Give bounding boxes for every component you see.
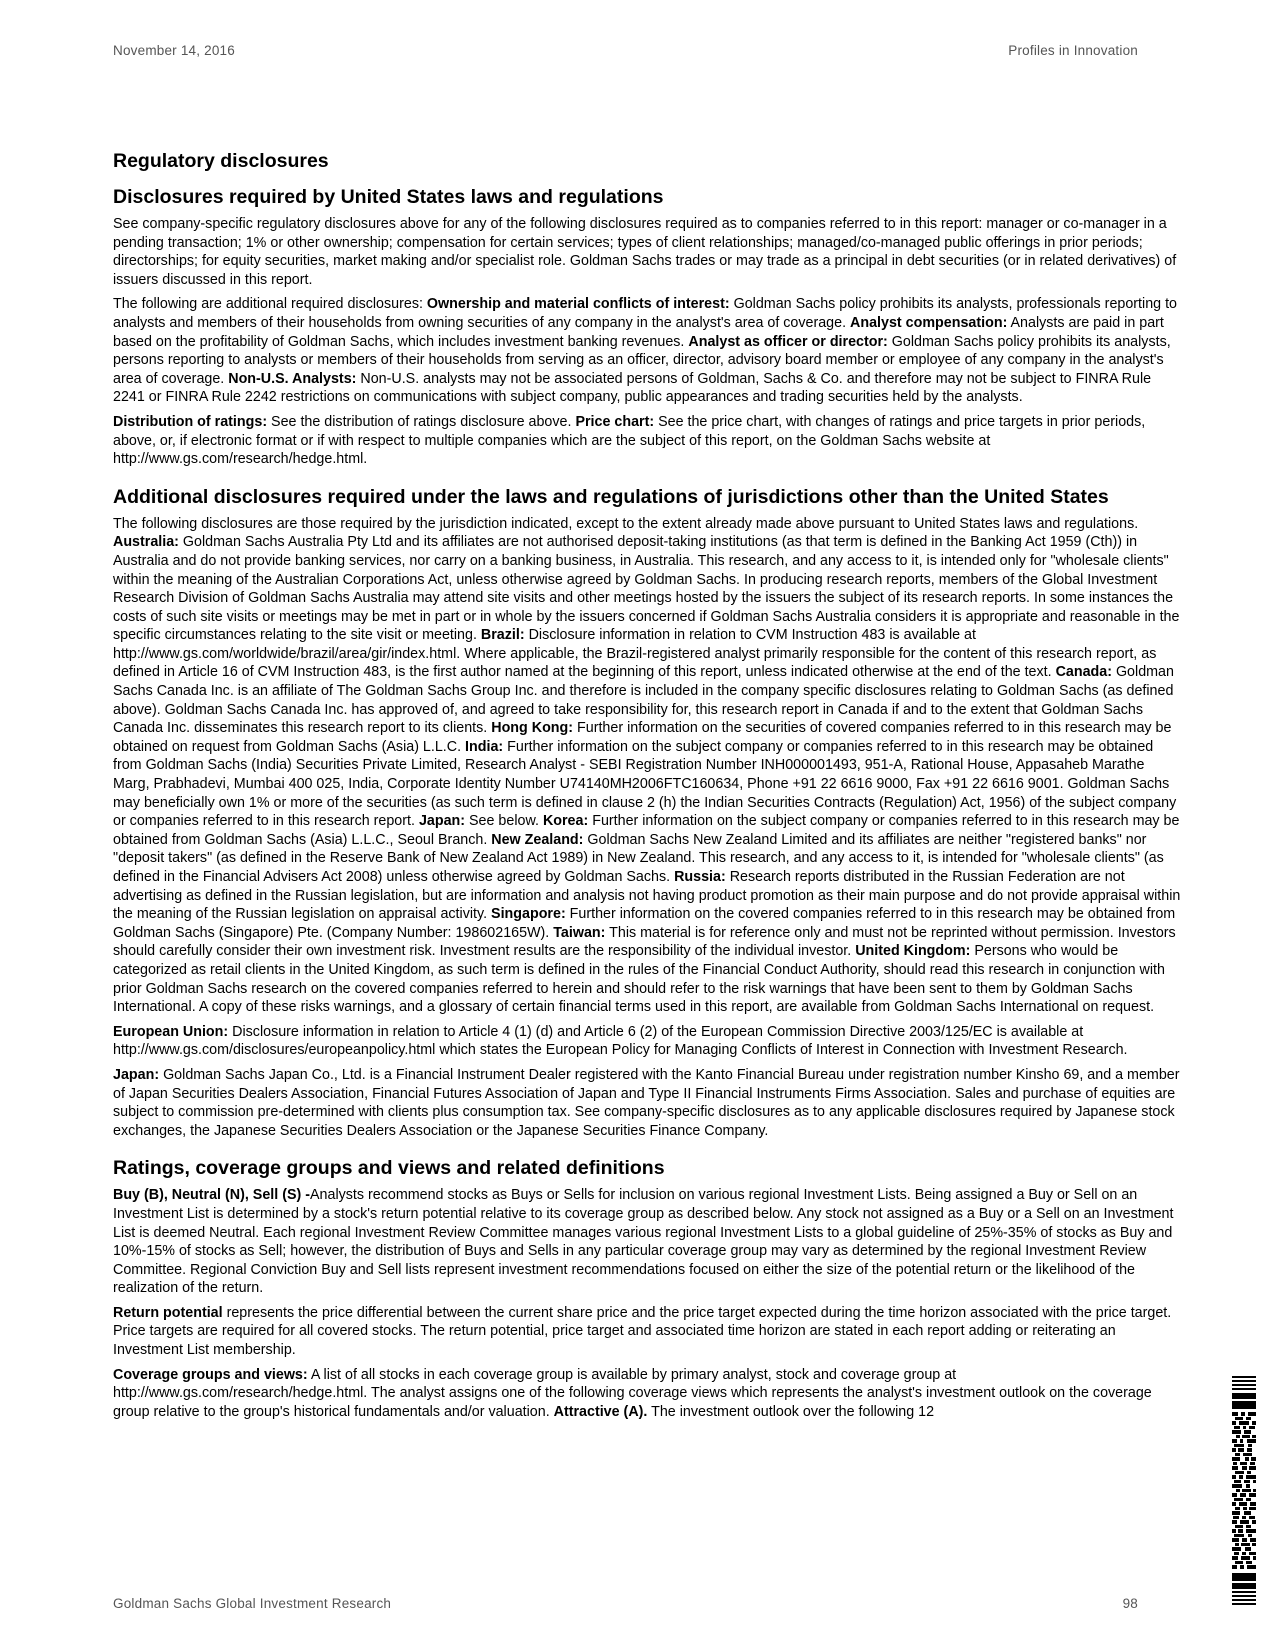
barcode-graphic	[1232, 1376, 1256, 1606]
header-date: November 14, 2016	[113, 43, 235, 58]
us-paragraph-2: The following are additional required disclosures: Ownership and material conflicts of interest: Goldman Sachs policy prohibits its analysts, professionals reporting to analysts and members of their households from owning securities of any company in the analyst's area of coverage. Analyst compensation: Analysts are paid in part based on the profitability of Goldman Sachs, which includes investment banking revenues. Analyst as officer or director: Goldman Sachs policy prohibits its analysts, persons reporting to analysts or members of their households from serving as an officer, director, advisory board member or employee of any company in the analyst's area of coverage. Non-U.S. Analysts: Non-U.S. analysts may not be associated persons of Goldman, Sachs & Co. and therefore may not be subject to FINRA Rule 2241 or FINRA Rule 2242 restrictions on communications with subject company, public appearances and trading securities held by the analysts.	[113, 296, 1178, 406]
japan-paragraph: Japan: Goldman Sachs Japan Co., Ltd. is a Financial Instrument Dealer registered with the Kanto Financial Bureau under registration number Kinsho 69, and a member of Japan Securities Dealers Association, Financial Futures Association of Japan and Type II Financial Instruments Firms Association. Sales and purchase of equities are subject to commission pre-determined with clients plus consumption tax. See company-specific disclosures as to any applicable disclosures required by Japanese stock exchanges, the Japanese Securities Dealers Association or the Japanese Securities Finance Company.	[113, 1066, 1180, 1139]
heading-additional-disclosures: Additional disclosures required under the laws and regulations of jurisdictions other than the United States	[113, 485, 1109, 508]
heading-us-disclosures: Disclosures required by United States laws and regulations	[113, 186, 664, 208]
heading-ratings: Ratings, coverage groups and views and related definitions	[113, 1157, 665, 1180]
us-paragraph-3: Distribution of ratings: See the distribution of ratings disclosure above. Price chart: See the price chart, with changes of ratings and price targets in prior periods, above, or, if electronic format or if with respect to multiple companies which are the subject of this report, on the Goldman Sachs website at http://www.gs.com/research/hedge.html.	[113, 413, 1146, 468]
additional-paragraph: The following disclosures are those required by the jurisdiction indicated, except to the extent already made above pursuant to United States laws and regulations. Australia: Goldman Sachs Australia Pty Ltd and its affiliates are not authorised deposit-taking institutions (as that term is defined in the Banking Act 1959 (Cth)) in Australia and do not provide banking services, nor carry on a banking business, in Australia. This research, and any access to it, is intended only for "wholesale clients" within the meaning of the Australian Corporations Act, unless otherwise agreed by Goldman Sachs. In producing research reports, members of the Global Investment Research Division of Goldman Sachs Australia may attend site visits and other meetings hosted by the issuers the subject of its research reports. In some instances the costs of such site visits or meetings may be met in part or in whole by the issuers concerned if Goldman Sachs Australia considers it is appropriate and reasonable in the specific circumstances relating to the site visit or meeting. Brazil: Disclosure information in relation to CVM Instruction 483 is available at http://www.gs.com/worldwide/brazil/area/gir/index.html. Where applicable, the Brazil-registered analyst primarily responsible for the content of this research report, as defined in Article 16 of CVM Instruction 483, is the first author named at the beginning of this report, unless indicated otherwise at the end of the text. Canada: Goldman Sachs Canada Inc. is an affiliate of The Goldman Sachs Group Inc. and therefore is included in the company specific disclosures relating to Goldman Sachs (as defined above). Goldman Sachs Canada Inc. has approved of, and agreed to take responsibility for, this research report in Canada if and to the extent that Goldman Sachs Canada Inc. disseminates this research report to its clients. Hong Kong: Further information on the securities of covered companies referred to in this research may be obtained on request from Goldman Sachs (Asia) L.L.C. India: Further information on the subject company or companies referred to in this research may be obtained from Goldman Sachs (India) Securities Private Limited, Research Analyst - SEBI Registration Number INH000001493, 951-A, Rational House, Appasaheb Marathe Marg, Prabhadevi, Mumbai 400 025, India, Corporate Identity Number U74140MH2006FTC160634, Phone +91 22 6616 9000, Fax +91 22 6616 9001. Goldman Sachs may beneficially own 1% or more of the securities (as such term is defined in clause 2 (h) the Indian Securities Contracts (Regulation) Act, 1956) of the subject company or companies referred to in this research report. Japan: See below. Korea: Further information on the subject company or companies referred to in this research may be obtained from Goldman Sachs (Asia) L.L.C., Seoul Branch. New Zealand: Goldman Sachs New Zealand Limited and its affiliates are neither "registered banks" nor "deposit takers" (as defined in the Reserve Bank of New Zealand Act 1989) in New Zealand. This research, and any access to it, is intended for "wholesale clients" (as defined in the Financial Advisers Act 2008) unless otherwise agreed by Goldman Sachs. Russia: Research reports distributed in the Russian Federation are not advertising as defined in the Russian legislation, but are information and analysis not having product promotion as their main purpose and do not provide appraisal within the meaning of the Russian legislation on appraisal activity. Singapore: Further information on the covered companies referred to in this research may be obtained from Goldman Sachs (Singapore) Pte. (Company Number: 198602165W). Taiwan: This material is for reference only and must not be reprinted without permission. Investors should carefully consider their own investment risk. Investment results are the responsibility of the individual investor. United Kingdom: Persons who would be categorized as retail clients in the United Kingdom, as such term is defined in the rules of the Financial Conduct Authority, should read this research in conjunction with prior Goldman Sachs research on the covered companies referred to herein and should refer to the risk warnings that have been sent to them by Goldman Sachs International. A copy of these risks warnings, and a glossary of certain financial terms used in this report, are available from Goldman Sachs International on request.	[113, 515, 1181, 1016]
footer-page-number: 98	[1122, 1596, 1138, 1611]
us-paragraph-1: See company-specific regulatory disclosures above for any of the following disclosures required as to companies referred to in this report: manager or co-manager in a pending transaction; 1% or other ownership; compensation for certain services; types of client relationships; managed/co-managed public offerings in prior periods; directorships; for equity securities, market making and/or specialist role. Goldman Sachs trades or may trade as a principal in debt securities (or in related derivatives) of issuers discussed in this report.	[113, 216, 1177, 288]
header-title: Profiles in Innovation	[1008, 43, 1138, 58]
ratings-paragraph-2: Return potential represents the price differential between the current share price and the price target expected during the time horizon associated with the price target. Price targets are required for all covered stocks. The return potential, price target and associated time horizon are stated in each report adding or reiterating an Investment List membership.	[113, 1304, 1172, 1359]
page-content	[113, 150, 1181, 1427]
section-title-regulatory: Regulatory disclosures	[113, 150, 329, 172]
ratings-paragraph-3: Coverage groups and views: A list of all stocks in each coverage group is available by primary analyst, stock and coverage group at http://www.gs.com/research/hedge.html. The analyst assigns one of the following coverage views which represents the analyst's investment outlook on the coverage group relative to the group's historical fundamentals and/or valuation. Attractive (A). The investment outlook over the following 12	[113, 1366, 1152, 1420]
ratings-paragraph-1: Buy (B), Neutral (N), Sell (S) -Analysts recommend stocks as Buys or Sells for inclusion on various regional Investment Lists. Being assigned a Buy or Sell on an Investment List is determined by a stock's return potential relative to its coverage group as described below. Any stock not assigned as a Buy or a Sell on an Investment List is deemed Neutral. Each regional Investment Review Committee manages various regional Investment Lists to a global guideline of 25%-35% of stocks as Buy and 10%-15% of stocks as Sell; however, the distribution of Buys and Sells in any particular coverage group may vary as determined by the regional Investment Review Committee. Regional Conviction Buy and Sell lists represent investment recommendations focused on either the size of the potential return or the likelihood of the realization of the return.	[113, 1187, 1174, 1297]
footer-source: Goldman Sachs Global Investment Research	[113, 1596, 392, 1611]
european-union-paragraph: European Union: Disclosure information in relation to Article 4 (1) (d) and Article 6 (2) of the European Commission Directive 2003/125/EC is available at http://www.gs.com/disclosures/europeanpolicy.html which states the European Policy for Managing Conflicts of Interest in Connection with Investment Research.	[113, 1023, 1128, 1059]
